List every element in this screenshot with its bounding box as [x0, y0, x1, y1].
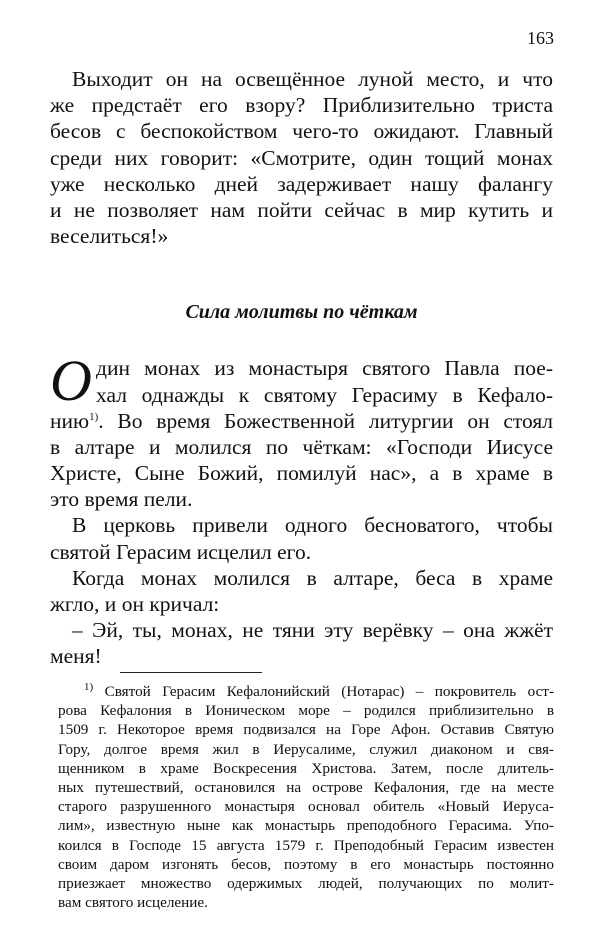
text-line: – Эй, ты, монах, не тяни эту верёвку – она жжёт	[72, 618, 553, 643]
paragraph	[50, 565, 553, 617]
text-line: меня!	[50, 644, 102, 669]
text-line: и не позволяет нам пойти сейчас в мир кутить и	[50, 197, 553, 222]
section-heading: Сила молитвы по чёткам	[185, 301, 418, 324]
footnote-line: лим», известную ныне как монастырь преподобного Герасима. Упо-	[58, 817, 554, 835]
text-line: это время пели.	[50, 487, 193, 512]
text-line: Христе, Сыне Божий, помилуй нас», а в храме в	[50, 461, 553, 486]
page-number: 163	[527, 28, 554, 48]
text-line: бесов с беспокойством чего-то ожидают. Главный	[50, 119, 553, 144]
footnote-divider	[120, 672, 262, 673]
footnote-line: Гору, долгое время жил в Иерусалиме, служил диаконом и свя-	[58, 740, 554, 758]
footnote-line: приезжает множество одержимых людей, получающих по молит-	[58, 874, 554, 892]
footnote-line: рова Кефалония в Ионическом море – родился приблизительно в	[58, 702, 554, 720]
text-line: среди них говорит: «Смотрите, один тощий монах	[50, 145, 553, 170]
footnote-line: старого разрушенного монастыря основал обитель «Новый Иеруса-	[58, 798, 554, 816]
footnote-reference[interactable]: 1)	[89, 410, 99, 423]
footnote-marker: 1)	[84, 680, 94, 693]
footnote-line: ных путешествий, остановился на острове Кефалония, где на месте	[58, 778, 554, 796]
text-line	[50, 408, 553, 434]
text-line: святой Герасим исцелил его.	[50, 539, 312, 564]
footnote-line: вам святого исцеление.	[58, 894, 208, 912]
text-line: Когда монах молился в алтаре, беса в храме	[72, 565, 553, 590]
footnote-line: 1509 г. Некоторое время подвизался на Горе Афон. Оставив Святую	[58, 721, 554, 739]
text-line: дин монах из монастыря святого Павла пое-	[96, 356, 553, 381]
text-line: Выходит он на освещённое луной место, и что	[72, 67, 553, 91]
text-line: веселиться!»	[50, 224, 169, 249]
footnote	[58, 682, 554, 912]
main-text	[50, 66, 553, 670]
text-line: В церковь привели одного бесноватого, чтобы	[72, 513, 553, 538]
drop-cap: О	[50, 355, 92, 408]
paragraph	[50, 66, 553, 249]
drop-cap-lines	[96, 355, 553, 407]
text-fragment: нию	[50, 408, 90, 433]
text-line: же предстаёт его взору? Приблизительно триста	[50, 93, 553, 118]
text-fragment: Святой Герасим Кефалонийский (Нотарас) – покровитель ост-	[104, 683, 554, 700]
footnote-line: коился в Господе 15 августа 1579 г. Преподобный Герасим известен	[58, 836, 554, 854]
paragraph	[50, 512, 553, 564]
text-line: уже несколько дней задерживает нашу фалангу	[50, 171, 553, 196]
paragraph	[50, 617, 553, 669]
paragraph	[50, 355, 553, 512]
text-fragment: . Во время Божественной литургии он стоял	[98, 408, 553, 433]
text-line: хал однажды к святому Герасиму в Кефало-	[96, 382, 553, 407]
drop-cap-block	[50, 355, 553, 407]
footnote-line: своим даром изгонять бесов, поэтому в его монастырь постоянно	[58, 855, 554, 873]
footnote-line: щенником в храме Воскресения Христова. Затем, после длитель-	[58, 759, 554, 777]
text-line: жгло, и он кричал:	[50, 592, 220, 617]
footnote-line	[58, 682, 554, 701]
text-line: в алтаре и молился по чёткам: «Господи Иисусе	[50, 434, 553, 459]
